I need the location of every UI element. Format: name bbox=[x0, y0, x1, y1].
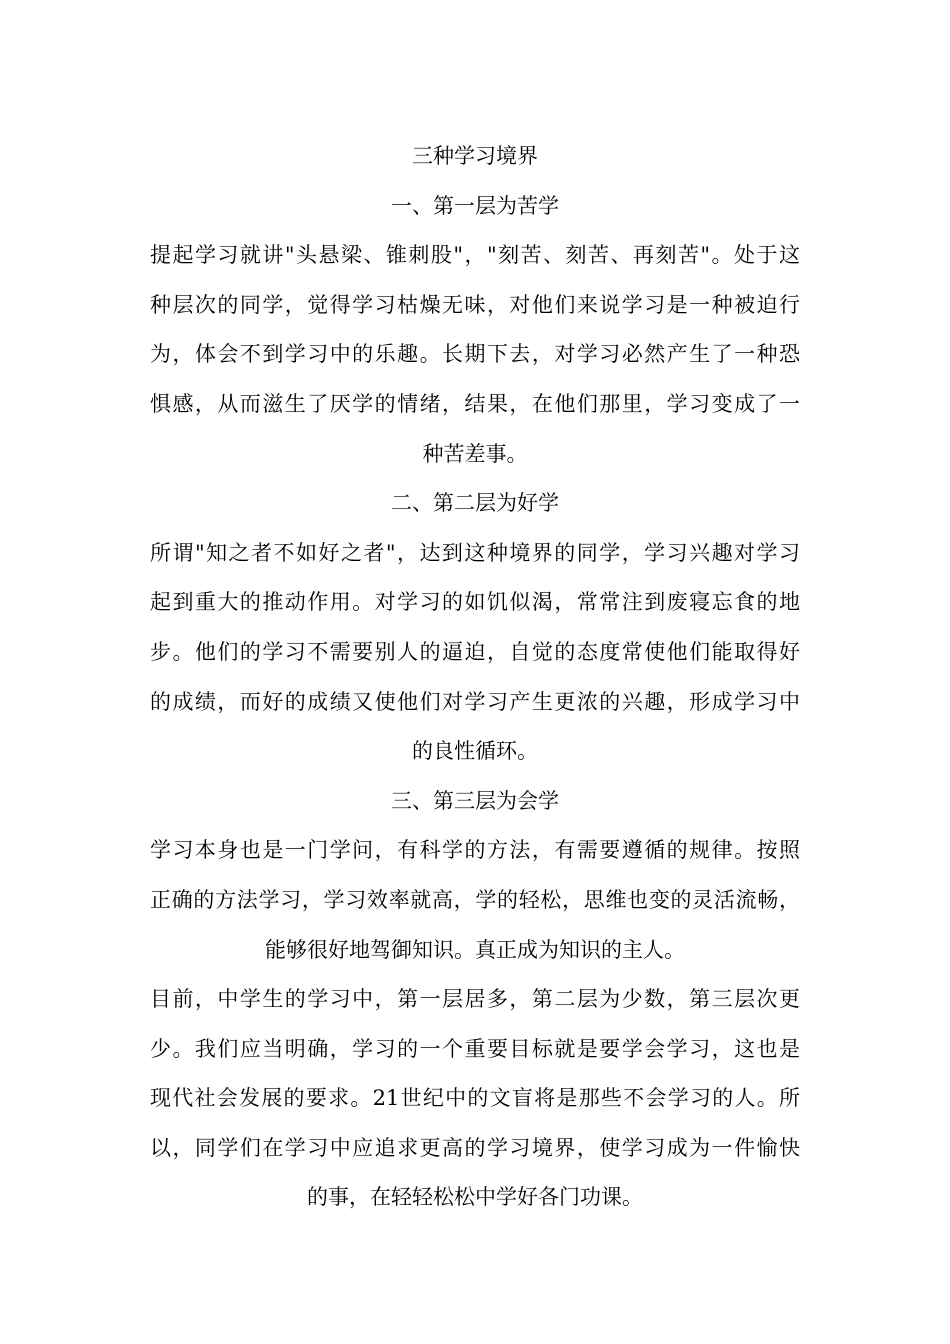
conclusion-line-3: 现代社会发展的要求。21世纪中的文盲将是那些不会学习的人。所 bbox=[150, 1086, 800, 1111]
conclusion-line-2: 少。我们应当明确，学习的一个重要目标就是要学会学习，这也是 bbox=[150, 1036, 800, 1061]
section-1-heading: 一、第一层为苦学 bbox=[391, 193, 559, 218]
conclusion-line-5: 的事，在轻轻松松中学好各门功课。 bbox=[307, 1185, 643, 1210]
conclusion-line-1: 目前，中学生的学习中，第一层居多，第二层为少数，第三层次更 bbox=[150, 987, 800, 1012]
section-2-line-1: 所谓"知之者不如好之者"，达到这种境界的同学，学习兴趣对学习 bbox=[150, 540, 800, 565]
section-3-heading: 三、第三层为会学 bbox=[391, 788, 559, 813]
section-2-line-5: 的良性循环。 bbox=[412, 739, 538, 764]
document-body bbox=[150, 132, 800, 1223]
section-1-line-4: 惧感，从而滋生了厌学的情绪，结果，在他们那里，学习变成了一 bbox=[150, 391, 800, 416]
section-2-line-2: 起到重大的推动作用。对学习的如饥似渴，常常注到废寝忘食的地 bbox=[150, 590, 800, 615]
section-2-line-3: 步。他们的学习不需要别人的逼迫，自觉的态度常使他们能取得好 bbox=[150, 639, 800, 664]
document-title: 三种学习境界 bbox=[412, 144, 538, 168]
section-2-heading: 二、第二层为好学 bbox=[391, 491, 559, 516]
section-2-line-4: 的成绩，而好的成绩又使他们对学习产生更浓的兴趣，形成学习中 bbox=[150, 689, 800, 714]
conclusion-line-4: 以，同学们在学习中应追求更高的学习境界，使学习成为一件愉快 bbox=[150, 1135, 800, 1160]
section-3-line-2: 正确的方法学习，学习效率就高，学的轻松，思维也变的灵活流畅， bbox=[150, 887, 800, 912]
section-3-line-3: 能够很好地驾御知识。真正成为知识的主人。 bbox=[265, 937, 685, 962]
section-1-line-1: 提起学习就讲"头悬梁、锥刺股"，"刻苦、刻苦、再刻苦"。处于这 bbox=[150, 243, 800, 268]
section-3-line-1: 学习本身也是一门学问，有科学的方法，有需要遵循的规律。按照 bbox=[150, 838, 800, 863]
section-1-line-5: 种苦差事。 bbox=[422, 441, 528, 466]
section-1-line-2: 种层次的同学，觉得学习枯燥无味，对他们来说学习是一种被迫行 bbox=[150, 292, 800, 317]
section-1-line-3: 为，体会不到学习中的乐趣。长期下去，对学习必然产生了一种恐 bbox=[150, 342, 800, 367]
